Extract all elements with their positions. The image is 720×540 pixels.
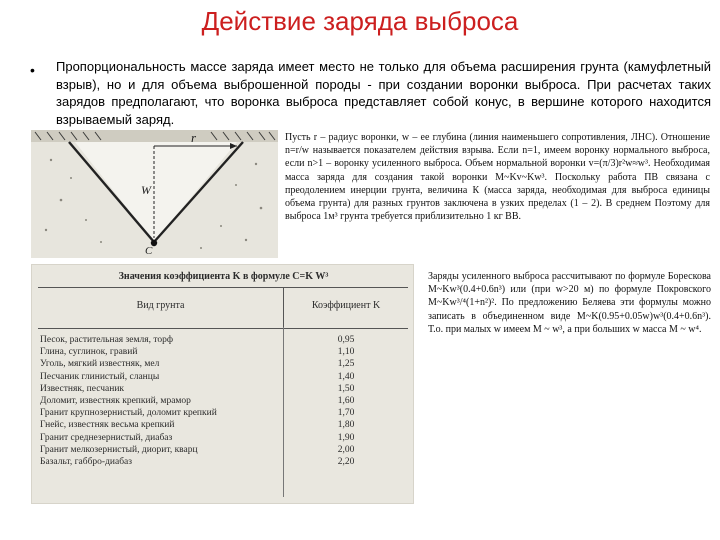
table-row — [38, 433, 408, 445]
bullet-text: Пропорциональность массе заряда имеет место не только для объема расширения грунта (камуфлетный взрыв), но и для объема выброшенной породы - при создании воронки выброса. При расчетах таких зарядов предполагают, что воронка выброса представляет собой конус, в вершине которого находится взрываемый заряд. — [56, 59, 711, 127]
coefficient-cell: 1,60 — [337, 395, 355, 406]
header-soil-type: Вид грунта — [136, 300, 185, 311]
table-row — [38, 420, 408, 432]
coefficient-cell: 1,40 — [337, 371, 355, 382]
coefficient-cell: 2,20 — [337, 456, 355, 467]
soil-type-cell: Песчаник глинистый, сланцы — [40, 371, 160, 382]
ground-surface — [31, 130, 278, 142]
soil-type-cell: Гранит среднезернистый, диабаз — [40, 432, 173, 443]
soil-type-cell: Доломит, известняк крепкий, мрамор — [40, 395, 191, 406]
explanation-paragraph-2: Заряды усиленного выброса рассчитывают по формуле Борескова M~Kw³(0.4+0.6n³) или (при w>20 м) по формуле Покровского M~Kw³/⁴(1+n²)². По предложению Беляева эти формулы можно записать в объединенном виде M~K(0.95+0.05w)w³(0.4+0.6n³). Т.о. при малых w имеем M ~ w³, а при больших w масса M ~ w⁴. — [428, 271, 711, 335]
radius-label: r — [191, 130, 197, 145]
soil-type-cell: Песок, растительная земля, торф — [40, 335, 174, 345]
soil-type-cell: Базальт, габбро-диабаз — [40, 456, 133, 467]
table-row — [38, 335, 408, 347]
table-row — [38, 384, 408, 396]
table-row — [38, 396, 408, 408]
explanation-paragraph-1: Пусть r – радиус воронки, w – ее глубина (линия наименьшего сопротивления, ЛНС). Отношение n=r/w называется показателем действия взрыва. Если n=1, имеем воронку нормального выброса, если n>1 – воронку усиленного выброса. Объем нормальной воронки v=(π/3)r²w≈w³. Необходимая масса заряда для создания такой воронки M~Kv~Kw³. Поскольку работа ПВ связана с преодолением инерции грунта, величина К (масса заряда, необходимая для выброса единицы объема грунта) для разных грунтов заключена в узких пределах (1 – 2). В среднем Поэтому для выброса 1м³ грунта требуется приблизительно 1 кг ВВ. — [285, 132, 710, 223]
table-row — [38, 408, 408, 420]
coefficient-cell: 1,80 — [337, 420, 355, 431]
coefficient-cell: 1,50 — [337, 383, 355, 394]
soil-type-cell: Известняк, песчаник — [40, 383, 125, 394]
slide-title: Действие заряда выброса — [201, 6, 519, 36]
crater-diagram — [31, 130, 278, 258]
table-row — [38, 445, 408, 457]
table-header — [38, 287, 408, 329]
coefficient-cell: 1,10 — [337, 347, 355, 358]
table-caption: Значения коэффициента K в формуле C=K W³ — [118, 271, 329, 282]
depth-label: W — [141, 183, 151, 197]
crater-cone-fill — [75, 142, 237, 242]
soil-type-cell: Глина, суглинок, гравий — [40, 347, 138, 358]
header-coefficient: Коэффициент K — [311, 300, 381, 311]
table-row — [38, 457, 408, 469]
soil-type-cell: Гранит мелкозернистый, диорит, кварц — [40, 444, 198, 455]
coefficient-cell: 1,90 — [337, 432, 355, 443]
bullet-marker: • — [30, 62, 35, 78]
table-body — [38, 335, 408, 469]
soil-type-cell: Гнейс, известняк весьма крепкий — [40, 420, 175, 431]
coefficient-table — [31, 264, 414, 504]
crater-cone-drawing — [31, 130, 278, 258]
coefficient-cell: 0,95 — [337, 335, 355, 345]
table-row — [38, 372, 408, 384]
table-row — [38, 347, 408, 359]
soil-type-cell: Уголь, мягкий известняк, мел — [40, 359, 160, 370]
table-row — [38, 359, 408, 371]
coefficient-cell: 1,25 — [337, 359, 355, 370]
charge-label: C — [145, 245, 153, 257]
soil-type-cell: Гранит крупнозернистый, доломит крепкий — [40, 408, 217, 419]
coefficient-cell: 2,00 — [337, 444, 355, 455]
coefficient-cell: 1,70 — [337, 408, 355, 419]
